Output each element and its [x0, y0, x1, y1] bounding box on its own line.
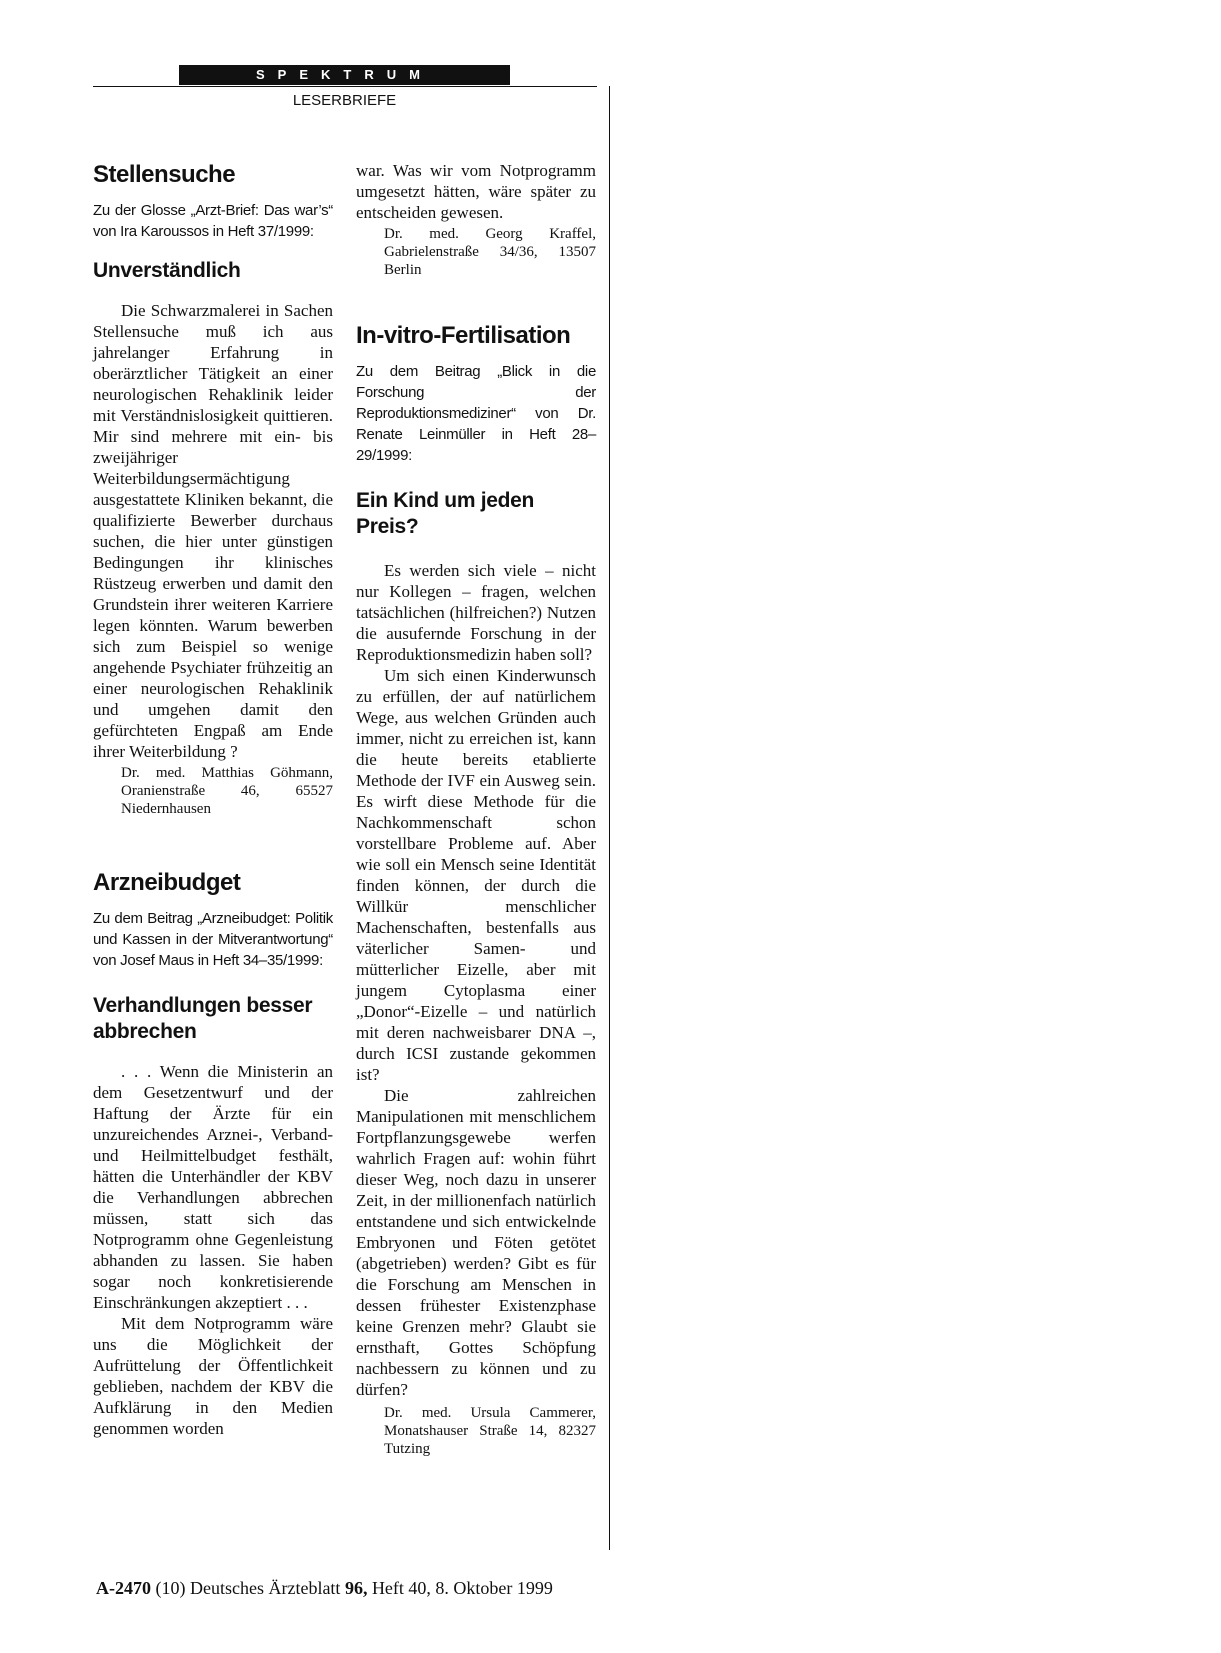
- reference-note: Zu der Glosse „Arzt-Brief: Das war’s“ von Ira Karoussos in Heft 37/1999:: [93, 202, 333, 240]
- letter-signature: Dr. med. Georg Kraffel, Gabrielenstraße 34/36, 13507 Berlin: [384, 226, 596, 278]
- section-banner: SPEKTRUM: [179, 65, 510, 85]
- letter-signature: Dr. med. Ursula Cammerer, Monatshauser Straße 14, 82327 Tutzing: [384, 1405, 596, 1457]
- letter-body-paragraph: Die zahlreichen Manipulationen mit menschlichem Fortpflanzungsgewebe werfen wahrlich Fragen auf: wohin führt dieser Weg, noch dazu in unserer Zeit, in der millionenfach natürlich entstandene und sich entwickelnde Embryonen und Föten getötet (abgetrieben) werden? Gibt es für die Forschung am Menschen in dessen frühester Existenzphase keine Grenzen mehr? Glaubt sie ernsthaft, Gottes Schöpfung nachbessern zu können und zu dürfen?: [356, 1086, 596, 1399]
- page-code: A-2470: [96, 1578, 151, 1598]
- letter-headline: Ein Kind um jeden Preis?: [356, 489, 535, 538]
- column-right: [356, 160, 596, 1458]
- volume-number: 96,: [344, 1578, 368, 1598]
- section-subtitle: LESERBRIEFE: [292, 92, 397, 109]
- letter-body: Die Schwarzmalerei in Sachen Stellensuche muß ich aus jahrelanger Erfahrung in oberärztlicher Tätigkeit an einer neurologischen Rehaklinik leider mit Verständnislosigkeit quittieren. Mir sind mehrere mit ein- bis zweijähriger Weiterbildungsermächtigung ausgestattete Kliniken bekannt, die qualifizierte Bewerber durchaus suchen, die hier unter günstigen Bedingungen ihr klinisches Rüstzeug erwerben und damit den Grundstein ihrer weiteren Karriere legen könnten. Warum bewerben sich zum Beispiel so wenige angehende Psychiater frühzeitig an einer neurologischen Rehaklinik und umgehen damit den gefürchteten Engpaß am Ende ihrer Weiterbildung ?: [93, 301, 333, 761]
- column-rule: [609, 86, 610, 1550]
- reference-note: Zu dem Beitrag „Arzneibudget: Politik und Kassen in der Mitverantwortung“ von Josef Maus in Heft 34–35/1999:: [93, 910, 333, 969]
- letter-body-paragraph: Um sich einen Kinderwunsch zu erfüllen, der auf natürlichem Wege, aus welchen Gründen auch immer, nicht zu erreichen ist, kann die heute bereits etablierte Methode der IVF ein Ausweg sein. Es wirft diese Methode für die Nachkommenschaft schon vorstellbare Probleme auf. Aber wie soll ein Mensch seine Identität finden können, der durch die Willkür menschlicher Machenschaften, bestenfalls aus väterlicher Samen- und mütterlicher Eizelle, aber mit jungem Cytoplasma einer „Donor“-Eizelle – und natürlich mit deren nachweisbarer DNA –, durch ICSI zustande gekommen ist?: [356, 666, 596, 1084]
- letter-in-vitro: [356, 321, 596, 1458]
- section-title: In-vitro-Fertilisation: [356, 322, 571, 349]
- column-left: [93, 160, 333, 1439]
- section-title: Arzneibudget: [93, 869, 241, 896]
- letter-headline: Verhandlungen besser abbrechen: [93, 994, 313, 1043]
- letter-signature: Dr. med. Matthias Göhmann, Oranienstraße 46, 65527 Niedernhausen: [121, 765, 333, 817]
- reference-note: Zu dem Beitrag „Blick in die Forschung der Reproduktionsmediziner“ von Dr. Renate Leinmüller in Heft 28–29/1999:: [356, 363, 596, 464]
- letter-body-continuation: war. Was wir vom Notprogramm umgesetzt hätten, wäre später zu entscheiden gewesen.: [356, 161, 596, 222]
- page-footer: [96, 1577, 553, 1599]
- journal-name: (10) Deutsches Ärzteblatt: [155, 1578, 341, 1598]
- letter-arzneibudget: [93, 868, 333, 1439]
- issue-date: Heft 40, 8. Oktober 1999: [371, 1578, 553, 1598]
- header-rule: [93, 86, 597, 87]
- section-title: Stellensuche: [93, 161, 236, 188]
- letter-stellensuche: [93, 160, 333, 818]
- letter-headline: Unverständlich: [93, 259, 241, 282]
- letter-body-paragraph: Es werden sich viele – nicht nur Kollegen – fragen, welchen tatsächlichen (hilfreichen?) Nutzen die ausufernde Forschung in der Reproduktionsmedizin haben soll?: [356, 561, 596, 664]
- letter-body-paragraph: . . . Wenn die Ministerin an dem Gesetzentwurf und der Haftung der Ärzte für ein unzureichendes Arznei-, Verband- und Heilmittelbudget festhält, hätten die Unterhändler der KBV die Verhandlungen abbrechen müssen, statt sich das Notprogramm ohne Gegenleistung abhanden zu lassen. Sie haben sogar noch konkretisierende Einschränkungen akzeptiert . . .: [93, 1062, 333, 1312]
- letter-body-paragraph: Mit dem Notprogramm wäre uns die Möglichkeit der Aufrüttelung der Öffentlichkeit geblieben, nachdem der KBV die Aufklärung in den Medien genommen worden: [93, 1314, 333, 1438]
